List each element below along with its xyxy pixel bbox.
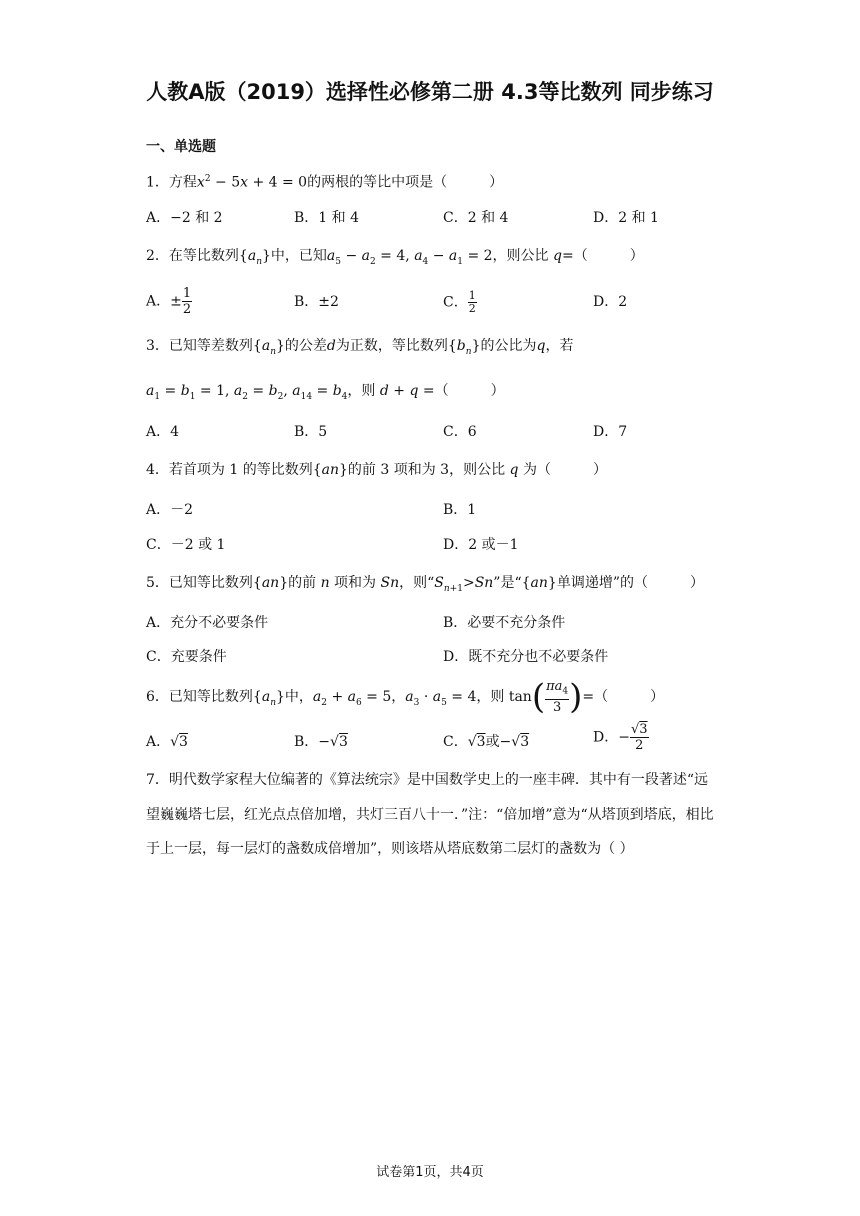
question-4-option-c: C．－2 或 1 [146, 537, 226, 553]
question-1-option-d: D．2 和 1 [593, 210, 659, 226]
question-5-stem: 5．已知等比数列{an}的前 n 项和为 Sn，则“$S_{n+1}>Sn$”是“{an}单调递增”的（ ） [146, 575, 704, 594]
question-3-option-b: B．5 [294, 424, 328, 440]
question-4-option-b: B．1 [443, 502, 477, 518]
question-5-option-d: D．既不充分也不必要条件 [443, 649, 609, 665]
question-4-option-a: A．－2 [146, 502, 194, 518]
question-6-option-d: D．− $\frac{√3}{2}$ [593, 722, 648, 753]
page-title: 人教A版（2019）选择性必修第二册 4.3等比数列 同步练习 [146, 80, 714, 104]
question-6-option-a: A．√3 [146, 734, 188, 750]
question-2-option-d: D．2 [593, 294, 628, 310]
question-5-option-b: B．必要不充分条件 [443, 615, 566, 631]
question-2-option-a: A．± $\frac{1}{2}$ [146, 286, 192, 317]
question-3-stem: 3．已知等差数列$\{a_n\}$的公差d为正数，等比数列$\{b_n\}$的公比为q，若 [146, 338, 574, 357]
page-footer: 试卷第1页，共4页 [376, 1165, 484, 1180]
question-3-stem-line2: $a_1 = b_1 = 1$, $a_2 = b_2$, $a_{14} = b_4$，则 d + q =（ ） [146, 383, 505, 402]
question-5-option-a: A．充分不必要条件 [146, 615, 269, 631]
question-2-stem: 2．在等比数列$\{a_n\}$中，已知$a_5 - a_2 = 4$, $a_4 - a_1 = 2$，则公比 q=（ ） [146, 248, 644, 267]
question-1-option-b: B．1 和 4 [294, 210, 360, 226]
section-heading: 一、单选题 [146, 139, 216, 155]
question-4-option-d: D．2 或－1 [443, 537, 519, 553]
question-2-option-b: B．±2 [294, 294, 339, 310]
question-1-stem: 1．方程$x^2 - 5x + 4 = 0$的两根的等比中项是（ ） [146, 174, 504, 191]
question-1-option-a: A．−2 和 2 [146, 210, 223, 226]
question-7-stem: 7．明代数学家程大位编著的《算法统宗》是中国数学史上的一座丰碑．其中有一段著述“远望巍巍塔七层，红光点点倍加增，共灯三百八十一．”注：“倍加增”意为“从塔顶到塔底，相比于上一层，每一层灯的盏数成倍增加”，则该塔从塔底数第二层灯的盏数为（ ） [146, 772, 714, 857]
question-6-option-b: B．−√3 [294, 734, 348, 750]
question-1-option-c: C．2 和 4 [443, 210, 509, 226]
question-6-stem: 6．已知等比数列$\{a_n\}$中，$a_2 + a_6 = 5$，$a_3 \cdot a_5 = 4$，则 tan( $\frac{\pi a_4}{3}$ )=（ ） [146, 677, 665, 717]
question-4-stem: 4．若首项为 1 的等比数列{an}的前 3 项和为 3，则公比 q 为（ ） [146, 462, 607, 478]
question-3-option-d: D．7 [593, 424, 628, 440]
question-6-option-c: C．√3或−√3 [443, 734, 530, 750]
question-5-option-c: C．充要条件 [146, 649, 227, 665]
question-3-option-c: C．6 [443, 424, 477, 440]
question-3-option-a: A．4 [146, 424, 180, 440]
question-2-option-c: C． $\frac{1}{2}$ [443, 289, 476, 315]
